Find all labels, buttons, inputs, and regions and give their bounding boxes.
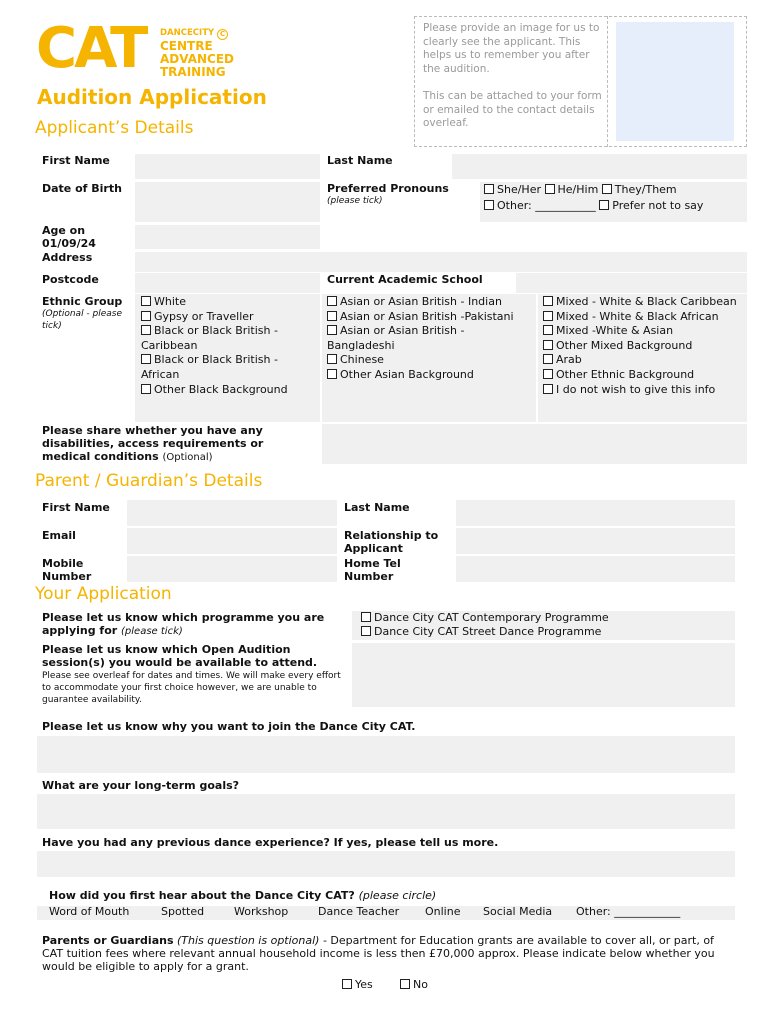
pronoun-options-row1 [484, 183, 677, 196]
ethnic-options-col2 [327, 295, 533, 383]
checkbox-icon[interactable] [342, 979, 352, 989]
application-heading: Your Application [35, 584, 172, 604]
pronouns-hint: (please tick) [327, 196, 383, 206]
ethnic-option-label: Other Asian Background [340, 367, 474, 381]
grant-no-label: No [413, 978, 428, 991]
checkbox-icon[interactable] [543, 369, 553, 379]
pronouns-title: Preferred Pronouns [327, 182, 449, 195]
checkbox-icon[interactable] [602, 184, 612, 194]
ethnic-group-hint: (Optional - please tick) [42, 309, 123, 331]
ethnic-option-label: Asian or Asian British - Bangladeshi [327, 324, 465, 352]
hear-option-dance-teacher[interactable]: Dance Teacher [318, 905, 400, 918]
logo-text [160, 28, 234, 79]
hear-hint: (please circle) [358, 889, 437, 902]
ethnic-option-label: Asian or Asian British - Indian [340, 295, 502, 308]
ethnic-option[interactable] [141, 295, 317, 310]
grant-yes-option[interactable] [342, 978, 373, 991]
pronoun-other-label: Other: ___________ [497, 199, 596, 212]
programme-option[interactable] [361, 611, 609, 625]
ethnic-options-col1 [141, 295, 317, 397]
checkbox-icon[interactable] [543, 384, 553, 394]
checkbox-icon[interactable] [543, 311, 553, 321]
ethnic-option[interactable] [543, 368, 745, 383]
checkbox-icon[interactable] [327, 325, 337, 335]
applicant-last-name-field[interactable] [452, 154, 747, 179]
checkbox-icon[interactable] [327, 296, 337, 306]
checkbox-icon[interactable] [141, 325, 151, 335]
postcode-field[interactable] [135, 273, 320, 293]
goals-label: What are your long-term goals? [42, 779, 240, 792]
school-label: Current Academic School [327, 273, 483, 286]
disabilities-field[interactable] [322, 424, 747, 464]
guardian-relationship-label: Relationship to Applicant [344, 529, 439, 555]
checkbox-icon[interactable] [361, 626, 371, 636]
logo-line2: CENTRE [160, 39, 213, 53]
guardian-first-name-field[interactable] [127, 500, 337, 526]
checkbox-icon[interactable] [484, 200, 494, 210]
programme-option-label: Dance City CAT Street Dance Programme [374, 625, 602, 638]
ethnic-option[interactable] [141, 324, 317, 353]
why-join-field[interactable] [37, 736, 735, 773]
guardian-last-name-field[interactable] [456, 500, 735, 526]
age-field[interactable] [135, 225, 320, 249]
grant-paragraph [42, 934, 732, 973]
programme-question: Please let us know which programme you are applying for [42, 611, 325, 637]
experience-label: Have you had any previous dance experience? If yes, please tell us more. [42, 836, 499, 849]
ethnic-option-label: Black or Black British - African [141, 353, 278, 381]
form-title: Audition Application [37, 85, 267, 109]
ethnic-option-label: Other Mixed Background [556, 338, 693, 352]
dob-label: Date of Birth [42, 182, 122, 195]
checkbox-icon[interactable] [543, 325, 553, 335]
address-label: Address [42, 251, 93, 264]
checkbox-icon[interactable] [327, 369, 337, 379]
guardian-email-field[interactable] [127, 528, 337, 554]
ethnic-option[interactable] [543, 339, 745, 354]
hear-question: How did you first hear about the Dance City CAT? [49, 889, 355, 902]
hear-option-online[interactable]: Online [425, 905, 461, 918]
checkbox-icon[interactable] [141, 384, 151, 394]
grant-yes-label: Yes [355, 978, 373, 991]
hear-option-social-media[interactable]: Social Media [483, 905, 553, 918]
programme-label [42, 611, 342, 638]
goals-field[interactable] [37, 794, 735, 829]
guardian-first-name-label: First Name [42, 501, 110, 514]
pronoun-they-option[interactable] [602, 183, 677, 196]
grant-no-option[interactable] [400, 978, 428, 991]
guardian-heading: Parent / Guardian’s Details [35, 471, 263, 491]
checkbox-icon[interactable] [543, 354, 553, 364]
school-field[interactable] [516, 273, 747, 293]
ethnic-option-label: Asian or Asian British -Pakistani [340, 309, 514, 323]
applicant-first-name-label: First Name [42, 154, 110, 167]
pronoun-options-row2 [484, 199, 703, 212]
pronoun-they-label: They/Them [614, 183, 677, 196]
checkbox-icon[interactable] [400, 979, 410, 989]
experience-field[interactable] [37, 851, 735, 877]
logo-line1: DANCECITY [160, 28, 215, 38]
guardian-home-tel-label: Home Tel Number [344, 557, 401, 583]
ethnic-option[interactable] [141, 353, 317, 382]
checkbox-icon[interactable] [543, 340, 553, 350]
disabilities-label [42, 424, 312, 464]
hear-label [49, 889, 436, 902]
ethnic-option[interactable] [543, 310, 745, 325]
ethnic-option[interactable] [327, 368, 533, 383]
address-field[interactable] [135, 252, 747, 272]
ethnic-option[interactable] [543, 383, 745, 398]
ethnic-option[interactable] [141, 310, 317, 325]
checkbox-icon[interactable] [545, 184, 555, 194]
checkbox-icon[interactable] [361, 612, 371, 622]
disabilities-question: Please share whether you have any disabilities, access requirements or medical conditions [42, 424, 264, 463]
pronoun-prefer-not-option[interactable] [599, 199, 703, 212]
ethnic-option-label: I do not wish to give this info [556, 382, 716, 396]
logo-letters: CAT [36, 16, 146, 81]
ethnic-option-label: Gypsy or Traveller [154, 309, 254, 323]
photo-note-1: Please provide an image for us to clearly see the applicant. This helps us to remember you after the audition. [423, 22, 600, 75]
pronoun-she-option[interactable] [484, 183, 541, 196]
ethnic-option-label: Other Ethnic Background [556, 367, 695, 381]
dob-field[interactable] [135, 182, 320, 222]
programme-option-label: Dance City CAT Contemporary Programme [374, 611, 609, 624]
guardian-mobile-label: Mobile Number [42, 557, 92, 583]
ethnic-option-label: Mixed -White & Asian [556, 324, 674, 338]
pronoun-other-option[interactable] [484, 199, 596, 212]
ethnic-option-label: Mixed - White & Black African [556, 309, 719, 323]
logo-badge-icon: C [217, 29, 228, 40]
photo-divider [607, 16, 608, 147]
logo-line4: TRAINING [160, 65, 226, 79]
checkbox-icon[interactable] [141, 296, 151, 306]
session-question: Please let us know which Open Audition session(s) you would be available to attend. [42, 643, 318, 669]
disabilities-hint: (Optional) [162, 452, 213, 463]
ethnic-option-label: Chinese [340, 353, 384, 367]
checkbox-icon[interactable] [484, 184, 494, 194]
ethnic-group-label [42, 295, 132, 332]
ethnic-option-label: Mixed - White & Black Caribbean [556, 295, 737, 308]
ethnic-option[interactable] [543, 353, 745, 368]
ethnic-option[interactable] [543, 324, 745, 339]
grant-label: Parents or Guardians [42, 934, 174, 947]
logo-line3: ADVANCED [160, 52, 235, 66]
ethnic-option[interactable] [327, 324, 533, 353]
guardian-email-label: Email [42, 529, 76, 542]
postcode-label: Postcode [42, 273, 99, 286]
guardian-home-tel-field[interactable] [456, 556, 735, 582]
guardian-last-name-label: Last Name [344, 501, 410, 514]
cat-logo [36, 16, 251, 84]
guardian-relationship-field[interactable] [456, 528, 735, 554]
checkbox-icon[interactable] [327, 311, 337, 321]
pronouns-label [327, 182, 477, 208]
checkbox-icon[interactable] [141, 354, 151, 364]
ethnic-option-label: Black or Black British - Caribbean [141, 324, 278, 352]
programme-options [361, 611, 609, 639]
applicant-heading: Applicant’s Details [35, 118, 194, 138]
session-label [42, 643, 347, 706]
photo-note-2: This can be attached to your form or emailed to the contact details overleaf. [423, 90, 602, 129]
checkbox-icon[interactable] [543, 296, 553, 306]
ethnic-options-col3 [543, 295, 745, 397]
pronoun-prefer-not-label: Prefer not to say [612, 199, 704, 212]
photo-upload-area[interactable] [616, 22, 734, 141]
grant-optional: (This question is optional) [177, 934, 320, 947]
programme-hint: (please tick) [121, 626, 183, 637]
programme-option[interactable] [361, 625, 609, 639]
ethnic-option[interactable] [327, 353, 533, 368]
hear-option-workshop[interactable]: Workshop [234, 905, 289, 918]
grant-text: - Department for Education grants are available to cover all, or part, of CAT tuition fees where relevant annual household income is less then £70,000 approx. Please indicate below whether you would be eligible to apply for a grant. [42, 934, 715, 973]
ethnic-option-label: Arab [556, 353, 582, 367]
pronoun-he-option[interactable] [545, 183, 599, 196]
session-note: Please see overleaf for dates and times. We will make every effort to accommodate your first choice however, we are unable to guarantee availability. [42, 671, 341, 705]
ethnic-option[interactable] [327, 295, 533, 310]
checkbox-icon[interactable] [599, 200, 609, 210]
ethnic-group-title: Ethnic Group [42, 295, 123, 308]
applicant-first-name-field[interactable] [135, 154, 320, 179]
ethnic-option[interactable] [141, 383, 317, 398]
ethnic-option-label: White [154, 295, 186, 308]
age-label: Age on 01/09/24 [42, 224, 96, 250]
why-join-label: Please let us know why you want to join the Dance City CAT. [42, 720, 416, 733]
session-field[interactable] [352, 643, 735, 707]
applicant-last-name-label: Last Name [327, 154, 393, 167]
checkbox-icon[interactable] [141, 311, 151, 321]
hear-option-word-of-mouth[interactable]: Word of Mouth [49, 905, 130, 918]
hear-option-other[interactable]: Other: ____________ [576, 905, 681, 918]
ethnic-option-label: Other Black Background [154, 382, 288, 396]
pronoun-she-label: She/Her [497, 183, 541, 196]
pronoun-he-label: He/Him [557, 183, 599, 196]
ethnic-option[interactable] [327, 310, 533, 325]
hear-option-spotted[interactable]: Spotted [161, 905, 205, 918]
checkbox-icon[interactable] [327, 354, 337, 364]
ethnic-option[interactable] [543, 295, 745, 310]
guardian-mobile-field[interactable] [127, 556, 337, 582]
